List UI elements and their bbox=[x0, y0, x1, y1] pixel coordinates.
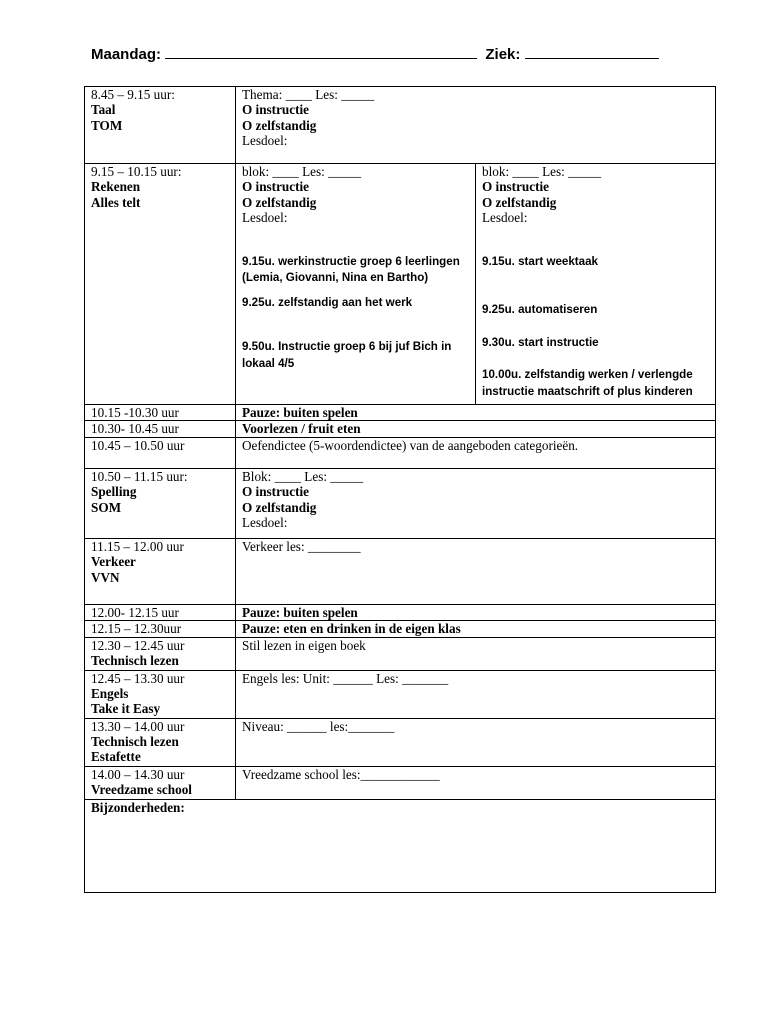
time-cell bbox=[85, 637, 236, 670]
page-header bbox=[91, 44, 691, 63]
table-row bbox=[85, 670, 716, 718]
time-label: 10.30- 10.45 uur bbox=[85, 421, 236, 437]
notes-cell[interactable] bbox=[85, 799, 716, 892]
table-row bbox=[85, 799, 716, 892]
sick-label: Ziek: bbox=[485, 46, 521, 63]
zelfstandig-option[interactable]: O zelfstandig bbox=[482, 194, 557, 210]
activity-label[interactable]: Niveau: ______ les:_______ bbox=[236, 718, 716, 766]
subject-label: Technisch lezen bbox=[91, 653, 179, 669]
time-cell bbox=[85, 718, 236, 766]
note-line: 9.30u. start instructie bbox=[482, 335, 599, 349]
time-cell bbox=[85, 468, 236, 538]
time-cell bbox=[85, 87, 236, 164]
time-label: 14.00 – 14.30 uur bbox=[91, 766, 185, 782]
table-row bbox=[85, 468, 716, 538]
method-label: Take it Easy bbox=[91, 701, 161, 717]
subject-label: Taal bbox=[91, 102, 116, 118]
bijzonderheden-label: Bijzonderheden: bbox=[91, 799, 185, 815]
activity-label[interactable]: Engels les: Unit: ______ Les: _______ bbox=[236, 670, 716, 718]
subject-label: Verkeer bbox=[91, 554, 136, 570]
time-label: 12.15 – 12.30uur bbox=[85, 621, 236, 637]
table-row bbox=[85, 637, 716, 670]
table-row bbox=[85, 604, 716, 620]
activity-label[interactable]: Vreedzame school les:____________ bbox=[236, 766, 716, 799]
zelfstandig-option[interactable]: O zelfstandig bbox=[242, 194, 317, 210]
time-label: 9.15 – 10.15 uur: bbox=[91, 164, 182, 179]
table-row bbox=[85, 87, 716, 164]
subject-label: Rekenen bbox=[91, 179, 141, 195]
table-row bbox=[85, 538, 716, 604]
zelfstandig-option[interactable]: O zelfstandig bbox=[242, 117, 317, 133]
subject-label: Vreedzame school bbox=[91, 782, 192, 798]
activity-label: Pauze: eten en drinken in de eigen klas bbox=[236, 621, 716, 637]
blok-line[interactable]: blok: ____ Les: _____ bbox=[242, 164, 362, 179]
content-cell bbox=[236, 87, 716, 164]
activity-label: Pauze: buiten spelen bbox=[236, 604, 716, 620]
subject-label: Engels bbox=[91, 686, 129, 702]
time-label: 8.45 – 9.15 uur: bbox=[91, 87, 175, 102]
note-line: 9.50u. Instructie groep 6 bij juf Bich in lokaal 4/5 bbox=[242, 340, 452, 370]
table-row bbox=[85, 437, 716, 468]
time-label: 10.15 -10.30 uur bbox=[85, 405, 236, 421]
subject-label: Spelling bbox=[91, 484, 137, 500]
instructie-option[interactable]: O instructie bbox=[242, 179, 310, 195]
note-line: 9.15u. werkinstructie groep 6 leerlingen (Lemia, Giovanni, Nina en Bartho) bbox=[242, 254, 460, 285]
lesdoel-label: Lesdoel: bbox=[482, 210, 528, 226]
time-label: 10.45 – 10.50 uur bbox=[85, 437, 236, 468]
time-cell bbox=[85, 538, 236, 604]
zelfstandig-option[interactable]: O zelfstandig bbox=[242, 499, 317, 515]
blok-line[interactable]: Blok: ____ Les: _____ bbox=[242, 468, 364, 484]
time-label: 12.45 – 13.30 uur bbox=[91, 670, 185, 686]
instructie-option[interactable]: O instructie bbox=[242, 102, 310, 118]
method-label: TOM bbox=[91, 117, 123, 133]
day-label: Maandag: bbox=[91, 46, 162, 63]
time-cell bbox=[85, 164, 236, 405]
time-label: 11.15 – 12.00 uur bbox=[91, 538, 184, 554]
method-label: Alles telt bbox=[91, 194, 141, 210]
note-line: 9.25u. zelfstandig aan het werk bbox=[242, 295, 413, 309]
lesdoel-label: Lesdoel: bbox=[242, 515, 288, 531]
table-row bbox=[85, 405, 716, 421]
blok-line[interactable]: blok: ____ Les: _____ bbox=[482, 164, 602, 179]
time-cell bbox=[85, 766, 236, 799]
table-row bbox=[85, 766, 716, 799]
activity-label: Voorlezen / fruit eten bbox=[236, 421, 716, 437]
content-cell-left bbox=[236, 164, 476, 405]
day-fill-line[interactable] bbox=[165, 44, 477, 59]
time-label: 12.30 – 12.45 uur bbox=[91, 637, 185, 653]
content-cell bbox=[236, 468, 716, 538]
method-label: SOM bbox=[91, 499, 122, 515]
method-label: VVN bbox=[91, 569, 120, 585]
time-label: 12.00- 12.15 uur bbox=[85, 604, 236, 620]
table-row bbox=[85, 621, 716, 637]
content-cell-right bbox=[476, 164, 716, 405]
activity-label: Pauze: buiten spelen bbox=[236, 405, 716, 421]
time-label: 13.30 – 14.00 uur bbox=[91, 718, 185, 734]
schedule-table bbox=[84, 86, 716, 893]
activity-label: Stil lezen in eigen boek bbox=[236, 637, 716, 670]
sick-fill-line[interactable] bbox=[525, 44, 659, 59]
method-label: Estafette bbox=[91, 749, 141, 765]
activity-label[interactable]: Verkeer les: ________ bbox=[236, 538, 716, 604]
lesdoel-label: Lesdoel: bbox=[242, 133, 288, 149]
table-row bbox=[85, 164, 716, 405]
time-cell bbox=[85, 670, 236, 718]
lesdoel-label: Lesdoel: bbox=[242, 210, 288, 226]
activity-label: Oefendictee (5-woordendictee) van de aangeboden categorieën. bbox=[236, 437, 716, 468]
instructie-option[interactable]: O instructie bbox=[242, 484, 310, 500]
instructie-option[interactable]: O instructie bbox=[482, 179, 550, 195]
subject-label: Technisch lezen bbox=[91, 734, 179, 750]
note-line: 10.00u. zelfstandig werken / verlengde instructie maatschrift of plus kinderen bbox=[482, 368, 693, 398]
time-label: 10.50 – 11.15 uur: bbox=[91, 468, 188, 484]
table-row bbox=[85, 421, 716, 437]
note-line: 9.15u. start weektaak bbox=[482, 254, 599, 268]
theme-line[interactable]: Thema: ____ Les: _____ bbox=[242, 87, 375, 102]
note-line: 9.25u. automatiseren bbox=[482, 303, 598, 317]
table-row bbox=[85, 718, 716, 766]
